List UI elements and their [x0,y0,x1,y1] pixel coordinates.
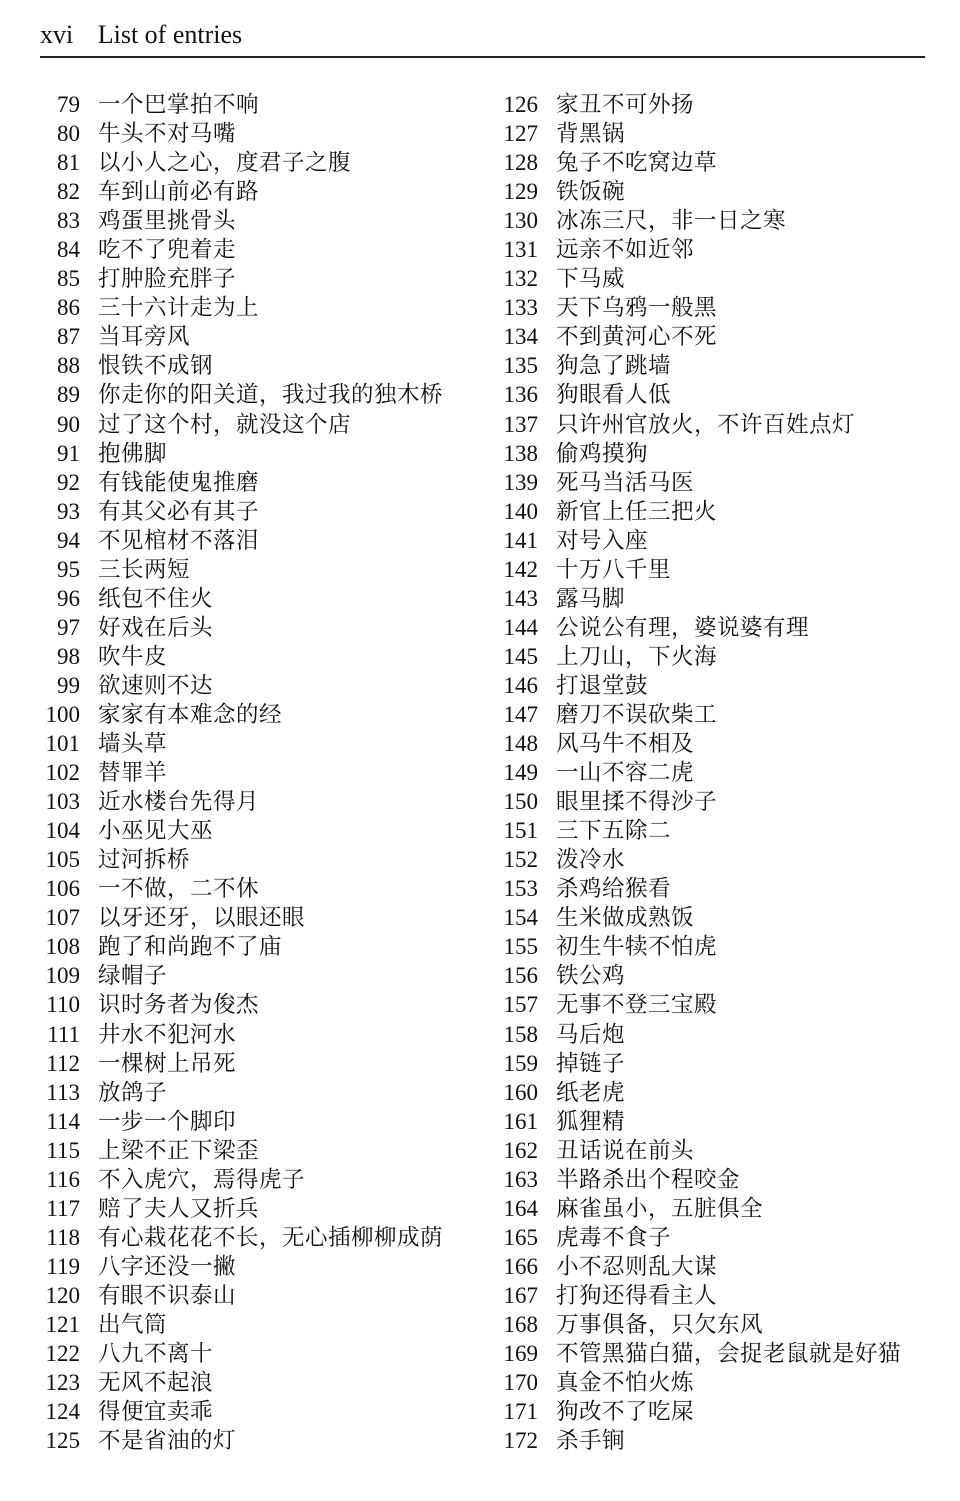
list-item [30,816,480,845]
entry-number: 99 [57,672,80,698]
list-item [30,322,480,351]
entry-text: 狐狸精 [556,1108,626,1135]
entry-number: 152 [503,847,538,873]
entry-text: 以牙还牙，以眼还眼 [98,905,306,932]
list-item [30,177,480,206]
list-item [488,961,938,990]
entry-number: 108 [45,934,80,960]
entries-column-left [30,90,480,1455]
entry-number: 144 [503,614,538,640]
list-item [30,1020,480,1049]
entry-number: 103 [45,789,80,815]
list-item [488,497,938,526]
entry-text: 上刀山，下火海 [556,643,718,670]
entry-text: 打退堂鼓 [556,672,649,699]
entry-text: 上梁不正下梁歪 [98,1137,260,1164]
entry-number: 138 [503,440,538,466]
entry-number: 85 [57,266,80,292]
entry-number: 107 [45,905,80,931]
entry-number: 110 [46,992,80,1018]
list-item [30,264,480,293]
entry-text: 井水不犯河水 [98,1021,237,1048]
entry-text: 八字还没一撇 [98,1253,237,1280]
entry-text: 八九不离十 [98,1341,214,1368]
entry-number: 147 [503,701,538,727]
entry-text: 有心栽花花不长，无心插柳柳成荫 [98,1224,444,1251]
list-item [488,729,938,758]
entry-text: 赔了夫人又折兵 [98,1195,260,1222]
entry-number: 151 [503,818,538,844]
entry-number: 166 [503,1253,538,1279]
entry-number: 120 [45,1282,80,1308]
entry-text: 近水楼台先得月 [98,789,260,816]
entry-number: 125 [45,1428,80,1454]
entry-text: 有眼不识泰山 [98,1282,237,1309]
entry-text: 万事俱备，只欠东风 [556,1311,764,1338]
entry-text: 恨铁不成钢 [98,353,214,380]
list-item [488,380,938,409]
entry-text: 风马牛不相及 [556,731,695,758]
list-item [30,1426,480,1455]
list-item [488,351,938,380]
entry-number: 81 [57,150,80,176]
entry-number: 146 [503,672,538,698]
list-item [488,816,938,845]
entry-text: 打狗还得看主人 [556,1282,718,1309]
entry-number: 145 [503,643,538,669]
entry-number: 113 [46,1079,80,1105]
list-item [30,90,480,119]
entry-number: 149 [503,760,538,786]
entry-text: 十万八千里 [556,556,672,583]
list-item [488,1368,938,1397]
entry-text: 三下五除二 [556,818,672,845]
entry-text: 牛头不对马嘴 [98,121,237,148]
entry-number: 156 [503,963,538,989]
list-item [488,700,938,729]
entry-text: 磨刀不误砍柴工 [556,701,718,728]
list-item [488,410,938,439]
entry-number: 136 [503,382,538,408]
list-item [488,90,938,119]
entry-number: 83 [57,208,80,234]
list-item [30,1252,480,1281]
entry-text: 一步一个脚印 [98,1108,237,1135]
list-item [30,380,480,409]
list-item [30,148,480,177]
entry-number: 131 [503,237,538,263]
list-item [488,177,938,206]
list-item [488,235,938,264]
entry-text: 只许州官放火，不许百姓点灯 [556,411,856,438]
entry-text: 有钱能使鬼推磨 [98,469,260,496]
entry-text: 真金不怕火炼 [556,1370,695,1397]
list-item [488,555,938,584]
list-item [30,990,480,1019]
entry-number: 130 [503,208,538,234]
entry-text: 鸡蛋里挑骨头 [98,208,237,235]
entry-text: 生米做成熟饭 [556,905,695,932]
entry-number: 92 [57,469,80,495]
entry-text: 泼冷水 [556,847,626,874]
entry-number: 80 [57,121,80,147]
entry-text: 狗眼看人低 [556,382,672,409]
entry-text: 家家有本难念的经 [98,701,283,728]
entry-text: 欲速则不达 [98,672,214,699]
entry-text: 新官上任三把火 [556,498,718,525]
entry-number: 111 [47,1021,80,1047]
list-item [488,1107,938,1136]
list-item [488,1165,938,1194]
entry-text: 不见棺材不落泪 [98,527,260,554]
entry-text: 杀手锏 [556,1428,626,1455]
list-item [30,700,480,729]
running-title: List of entries [97,20,243,49]
list-item [30,1368,480,1397]
entry-number: 93 [57,498,80,524]
entry-text: 不入虎穴，焉得虎子 [98,1166,306,1193]
entry-text: 不管黑猫白猫，会捉老鼠就是好猫 [556,1341,902,1368]
list-item [488,439,938,468]
list-item [30,1339,480,1368]
list-item [488,642,938,671]
entry-text: 初生牛犊不怕虎 [556,934,718,961]
list-item [488,932,938,961]
entry-number: 167 [503,1282,538,1308]
entry-text: 天下乌鸦一般黑 [556,295,718,322]
list-item [30,584,480,613]
list-item [488,584,938,613]
entry-text: 丑话说在前头 [556,1137,695,1164]
entry-text: 过河拆桥 [98,847,191,874]
list-item [30,1165,480,1194]
list-item [30,1397,480,1426]
entry-number: 133 [503,295,538,321]
entry-text: 识时务者为俊杰 [98,992,260,1019]
entry-text: 打肿脸充胖子 [98,266,237,293]
entry-text: 墙头草 [98,731,168,758]
list-item [30,206,480,235]
page-number: xvi [40,20,74,49]
entry-number: 169 [503,1341,538,1367]
entry-text: 出气筒 [98,1311,168,1338]
entry-text: 远亲不如近邻 [556,237,695,264]
entry-number: 168 [503,1311,538,1337]
entry-text: 三长两短 [98,556,191,583]
entry-text: 有其父必有其子 [98,498,260,525]
entry-text: 露马脚 [556,585,626,612]
entry-number: 153 [503,876,538,902]
entry-number: 135 [503,353,538,379]
entry-number: 114 [46,1108,80,1134]
list-item [488,1339,938,1368]
list-item [488,148,938,177]
entry-number: 96 [57,585,80,611]
entry-number: 154 [503,905,538,931]
entry-text: 你走你的阳关道，我过我的独木桥 [98,382,444,409]
list-item [488,1252,938,1281]
entry-text: 过了这个村，就没这个店 [98,411,352,438]
entry-number: 95 [57,556,80,582]
entry-text: 掉链子 [556,1050,626,1077]
entry-number: 148 [503,731,538,757]
entry-number: 171 [503,1399,538,1425]
entry-text: 三十六计走为上 [98,295,260,322]
entry-text: 铁饭碗 [556,179,626,206]
entry-number: 91 [57,440,80,466]
entry-number: 163 [503,1166,538,1192]
entry-number: 140 [503,498,538,524]
entry-text: 无风不起浪 [98,1370,214,1397]
entry-text: 不是省油的灯 [98,1428,237,1455]
entry-text: 好戏在后头 [98,614,214,641]
list-item [488,1194,938,1223]
entry-number: 106 [45,876,80,902]
entry-text: 当耳旁风 [98,324,191,351]
entry-text: 公说公有理，婆说婆有理 [556,614,810,641]
list-item [488,1426,938,1455]
entry-number: 102 [45,760,80,786]
list-item [30,613,480,642]
list-item [488,1223,938,1252]
entry-number: 129 [503,179,538,205]
entry-number: 104 [45,818,80,844]
list-item [30,1107,480,1136]
entry-number: 158 [503,1021,538,1047]
entry-text: 小不忍则乱大谋 [556,1253,718,1280]
entry-text: 一不做，二不休 [98,876,260,903]
list-item [30,758,480,787]
entry-number: 118 [46,1224,80,1250]
list-item [488,787,938,816]
list-item [30,119,480,148]
entry-number: 155 [503,934,538,960]
list-item [488,1281,938,1310]
entry-text: 替罪羊 [98,760,168,787]
entry-number: 157 [503,992,538,1018]
entry-text: 放鸽子 [98,1079,168,1106]
list-item [30,729,480,758]
entry-number: 172 [503,1428,538,1454]
entry-number: 165 [503,1224,538,1250]
entry-number: 132 [503,266,538,292]
entry-number: 88 [57,353,80,379]
entry-number: 124 [45,1399,80,1425]
list-item [488,293,938,322]
list-item [30,671,480,700]
list-item [488,119,938,148]
list-item [30,1049,480,1078]
entry-text: 下马威 [556,266,626,293]
entry-number: 127 [503,121,538,147]
list-item [488,903,938,932]
entry-text: 狗急了跳墙 [556,353,672,380]
entry-text: 一个巴掌拍不响 [98,92,260,118]
entry-number: 84 [57,237,80,263]
list-item [30,874,480,903]
entry-text: 家丑不可外扬 [556,92,695,118]
list-item [30,497,480,526]
entry-text: 抱佛脚 [98,440,168,467]
entry-number: 162 [503,1137,538,1163]
entry-number: 90 [57,411,80,437]
entry-number: 98 [57,643,80,669]
entry-number: 119 [46,1253,80,1279]
list-item [488,322,938,351]
list-item [30,439,480,468]
entry-text: 一棵树上吊死 [98,1050,237,1077]
list-item [30,1078,480,1107]
entry-text: 死马当活马医 [556,469,695,496]
list-item [30,293,480,322]
list-item [30,526,480,555]
list-item [488,874,938,903]
list-item [488,206,938,235]
entry-text: 虎毒不食子 [556,1224,672,1251]
list-item [30,1310,480,1339]
entry-text: 杀鸡给猴看 [556,876,672,903]
entry-number: 87 [57,324,80,350]
entry-text: 一山不容二虎 [556,760,695,787]
entries-column-right [488,90,938,1455]
entry-text: 纸包不住火 [98,585,214,612]
entry-number: 94 [57,527,80,553]
entry-text: 偷鸡摸狗 [556,440,649,467]
list-item [488,1078,938,1107]
entry-number: 139 [503,469,538,495]
entry-text: 小巫见大巫 [98,818,214,845]
list-item [488,1049,938,1078]
entry-number: 160 [503,1079,538,1105]
entry-number: 82 [57,179,80,205]
entry-text: 不到黄河心不死 [556,324,718,351]
list-item [30,845,480,874]
entry-number: 137 [503,411,538,437]
list-item [488,1136,938,1165]
entry-text: 纸老虎 [556,1079,626,1106]
entry-number: 143 [503,585,538,611]
list-item [30,1136,480,1165]
entry-number: 170 [503,1370,538,1396]
entry-text: 吹牛皮 [98,643,168,670]
entry-text: 跑了和尚跑不了庙 [98,934,283,961]
entry-number: 109 [45,963,80,989]
entry-number: 112 [46,1050,80,1076]
entry-text: 半路杀出个程咬金 [556,1166,741,1193]
list-item [30,1194,480,1223]
entry-text: 眼里揉不得沙子 [556,789,718,816]
entry-text: 以小人之心，度君子之腹 [98,150,352,177]
entry-number: 115 [46,1137,80,1163]
entry-number: 97 [57,614,80,640]
entry-text: 得便宜卖乖 [98,1399,214,1426]
list-item [30,235,480,264]
list-item [30,903,480,932]
list-item [30,787,480,816]
entry-text: 冰冻三尺，非一日之寒 [556,208,787,235]
entry-text: 兔子不吃窝边草 [556,150,718,177]
list-item [488,1020,938,1049]
list-item [488,1310,938,1339]
entry-text: 狗改不了吃屎 [556,1399,695,1426]
list-item [30,932,480,961]
list-item [488,264,938,293]
entry-number: 150 [503,789,538,815]
entry-number: 141 [503,527,538,553]
entry-number: 79 [57,92,80,117]
list-item [30,555,480,584]
entry-number: 134 [503,324,538,350]
entry-text: 无事不登三宝殿 [556,992,718,1019]
entry-number: 100 [45,701,80,727]
list-item [488,526,938,555]
page-header [40,18,925,58]
entry-text: 麻雀虽小，五脏俱全 [556,1195,764,1222]
entry-number: 116 [46,1166,80,1192]
entry-number: 126 [503,92,538,117]
entry-number: 101 [45,731,80,757]
entry-text: 背黑锅 [556,121,626,148]
entry-number: 161 [503,1108,538,1134]
entry-number: 86 [57,295,80,321]
entry-number: 121 [45,1311,80,1337]
entry-number: 128 [503,150,538,176]
entry-number: 105 [45,847,80,873]
entry-number: 122 [45,1341,80,1367]
list-item [488,1397,938,1426]
entry-text: 吃不了兜着走 [98,237,237,264]
list-item [488,845,938,874]
entry-number: 159 [503,1050,538,1076]
list-item [488,613,938,642]
entry-text: 马后炮 [556,1021,626,1048]
entry-number: 123 [45,1370,80,1396]
list-item [488,468,938,497]
list-item [488,990,938,1019]
list-item [30,1223,480,1252]
entry-text: 铁公鸡 [556,963,626,990]
entry-text: 绿帽子 [98,963,168,990]
list-item [30,468,480,497]
entry-text: 对号入座 [556,527,649,554]
list-item [30,1281,480,1310]
entry-number: 117 [46,1195,80,1221]
list-item [30,961,480,990]
list-item [30,351,480,380]
entry-number: 89 [57,382,80,408]
entry-number: 164 [503,1195,538,1221]
list-item [30,642,480,671]
list-item [488,671,938,700]
entry-text: 车到山前必有路 [98,179,260,206]
entry-number: 142 [503,556,538,582]
list-item [488,758,938,787]
list-item [30,410,480,439]
